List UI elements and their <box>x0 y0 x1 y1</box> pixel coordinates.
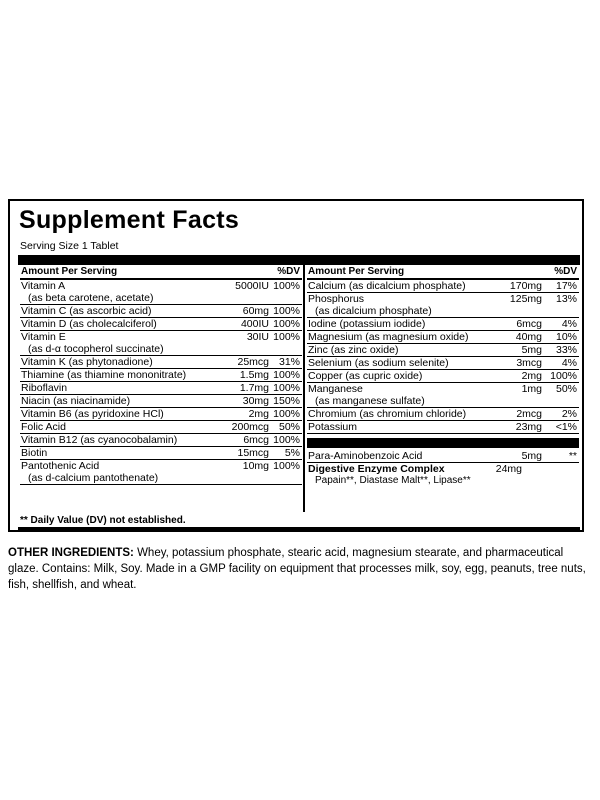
nutrient-name: Copper (as cupric oxide) <box>308 370 423 382</box>
right-header <box>307 266 579 280</box>
nutrient-row <box>20 434 302 447</box>
nutrient-row <box>307 280 579 293</box>
left-column <box>20 266 302 485</box>
nutrient-amount: 40mg <box>515 331 542 343</box>
serving-size: Serving Size 1 Tablet <box>20 240 119 252</box>
bottom-bar <box>18 527 580 530</box>
nutrient-amount: 23mg <box>515 421 542 433</box>
nutrient-dv: 2% <box>561 408 577 420</box>
nutrient-amount: 10mg <box>242 460 269 472</box>
nutrient-row <box>307 344 579 357</box>
nutrient-row <box>307 357 579 370</box>
nutrient-amount: 2mg <box>521 370 542 382</box>
nutrient-dv: 100% <box>273 305 300 317</box>
nutrient-dv: 31% <box>278 356 300 368</box>
nutrient-row <box>20 369 302 382</box>
nutrient-amount: 1mg <box>521 383 542 395</box>
nutrient-amount: 2mg <box>248 408 269 420</box>
nutrient-name: Vitamin A <box>21 280 66 292</box>
nutrient-row <box>307 370 579 383</box>
nutrient-dv: 10% <box>555 331 577 343</box>
nutrient-name: Phosphorus <box>308 293 365 305</box>
right-column <box>307 266 579 487</box>
column-divider <box>303 265 305 512</box>
nutrient-dv: 100% <box>273 382 300 394</box>
nutrient-dv: ** <box>568 450 577 462</box>
nutrient-row <box>20 318 302 331</box>
nutrient-name: Vitamin D (as cholecalciferol) <box>21 318 157 330</box>
nutrient-name: Iodine (potassium iodide) <box>308 318 426 330</box>
nutrient-source: (as dicalcium phosphate) <box>315 305 432 317</box>
nutrient-dv: 100% <box>273 434 300 446</box>
nutrient-amount: 3mcg <box>516 357 542 369</box>
nutrient-source: (as d-calcium pantothenate) <box>28 472 159 484</box>
nutrient-amount: 30IU <box>246 331 269 343</box>
nutrient-row <box>20 395 302 408</box>
nutrient-amount: 30mg <box>242 395 269 407</box>
nutrient-name: Pantothenic Acid <box>21 460 100 472</box>
nutrient-name: Thiamine (as thiamine mononitrate) <box>21 369 187 381</box>
nutrient-amount: 15mcg <box>237 447 269 459</box>
nutrient-amount: 60mg <box>242 305 269 317</box>
nutrient-amount: 5mg <box>521 344 542 356</box>
nutrient-row <box>307 408 579 421</box>
right-rows <box>307 280 579 434</box>
supplement-facts-panel <box>8 199 584 532</box>
nutrient-dv: 100% <box>273 331 300 343</box>
nutrient-dv: 100% <box>273 369 300 381</box>
nutrient-dv: 4% <box>561 357 577 369</box>
nutrient-row <box>20 356 302 369</box>
left-rows <box>20 280 302 485</box>
panel-title: Supplement Facts <box>19 206 240 234</box>
nutrient-amount: 6mcg <box>243 434 269 446</box>
nutrient-row <box>307 421 579 434</box>
nutrient-amount: 24mg <box>495 463 522 475</box>
nutrient-amount: 200mcg <box>231 421 269 433</box>
nutrient-name: Magnesium (as magnesium oxide) <box>308 331 469 343</box>
nutrient-name: Biotin <box>21 447 48 459</box>
nutrient-dv: 100% <box>273 280 300 292</box>
nutrient-amount: 5000IU <box>235 280 269 292</box>
amount-per-serving-label: Amount Per Serving <box>21 266 118 277</box>
nutrient-dv: 33% <box>555 344 577 356</box>
nutrient-name: Potassium <box>308 421 358 433</box>
paba-row <box>307 450 579 463</box>
nutrient-name: Vitamin B12 (as cyanocobalamin) <box>21 434 178 446</box>
nutrient-dv: 100% <box>550 370 577 382</box>
nutrient-name: Vitamin B6 (as pyridoxine HCl) <box>21 408 164 420</box>
nutrient-name: Vitamin C (as ascorbic acid) <box>21 305 152 317</box>
nutrient-row <box>307 383 579 408</box>
nutrient-dv: 17% <box>555 280 577 292</box>
nutrient-amount: 5mg <box>521 450 542 462</box>
enzyme-components: Papain**, Diastase Malt**, Lipase** <box>315 475 471 486</box>
nutrient-dv: <1% <box>555 421 577 433</box>
other-ingredients-text: Whey, potassium phosphate, stearic acid, magnesium stearate, and pharmaceutical glaze. Contains: Milk, Soy. Made in a GMP facility on equipment that processes milk, soy, egg, peanuts, tree nuts, fish, shellfish, and wheat. <box>8 547 586 591</box>
header-bar <box>18 255 580 265</box>
section-bar <box>307 438 579 448</box>
nutrient-row <box>20 305 302 318</box>
nutrient-row <box>20 408 302 421</box>
nutrient-row <box>20 460 302 485</box>
nutrient-dv: 100% <box>273 318 300 330</box>
nutrient-amount: 2mcg <box>516 408 542 420</box>
nutrient-dv: 150% <box>273 395 300 407</box>
enzyme-row <box>307 463 579 487</box>
nutrient-name: Vitamin K (as phytonadione) <box>21 356 153 368</box>
other-ingredients <box>8 545 592 593</box>
nutrient-amount: 125mg <box>509 293 542 305</box>
nutrient-name: Folic Acid <box>21 421 66 433</box>
nutrient-row <box>20 421 302 434</box>
nutrient-amount: 25mcg <box>237 356 269 368</box>
nutrient-amount: 6mcg <box>516 318 542 330</box>
nutrient-source: (as manganese sulfate) <box>315 395 425 407</box>
nutrient-name: Vitamin E <box>21 331 66 343</box>
nutrient-name: Para-Aminobenzoic Acid <box>308 450 423 462</box>
nutrient-dv: 4% <box>561 318 577 330</box>
nutrient-dv: 50% <box>278 421 300 433</box>
nutrient-row <box>307 331 579 344</box>
nutrient-row <box>20 331 302 356</box>
nutrient-name: Selenium (as sodium selenite) <box>308 357 449 369</box>
footnote: ** Daily Value (DV) not established. <box>20 515 186 526</box>
nutrient-name: Calcium (as dicalcium phosphate) <box>308 280 466 292</box>
nutrient-amount: 400IU <box>240 318 269 330</box>
nutrient-row <box>20 447 302 460</box>
nutrient-name: Chromium (as chromium chloride) <box>308 408 467 420</box>
nutrient-name: Digestive Enzyme Complex <box>308 463 445 475</box>
dv-label: %DV <box>277 266 300 277</box>
nutrient-source: (as d-α tocopherol succinate) <box>28 343 164 355</box>
other-ingredients-label: OTHER INGREDIENTS: <box>8 547 134 559</box>
amount-per-serving-label: Amount Per Serving <box>308 266 405 277</box>
nutrient-dv: 100% <box>273 460 300 472</box>
nutrient-amount: 1.5mg <box>239 369 269 381</box>
left-header <box>20 266 302 280</box>
nutrient-row <box>307 318 579 331</box>
nutrient-name: Zinc (as zinc oxide) <box>308 344 399 356</box>
nutrient-dv: 50% <box>555 383 577 395</box>
nutrient-row <box>20 382 302 395</box>
nutrient-name: Riboflavin <box>21 382 68 394</box>
nutrient-dv: 100% <box>273 408 300 420</box>
nutrient-name: Manganese <box>308 383 363 395</box>
dv-label: %DV <box>554 266 577 277</box>
nutrient-row <box>20 280 302 305</box>
nutrient-row <box>307 293 579 318</box>
nutrient-dv: 5% <box>284 447 300 459</box>
nutrient-name: Niacin (as niacinamide) <box>21 395 131 407</box>
nutrient-source: (as beta carotene, acetate) <box>28 292 154 304</box>
nutrient-amount: 1.7mg <box>239 382 269 394</box>
nutrient-dv: 13% <box>555 293 577 305</box>
nutrient-amount: 170mg <box>509 280 542 292</box>
